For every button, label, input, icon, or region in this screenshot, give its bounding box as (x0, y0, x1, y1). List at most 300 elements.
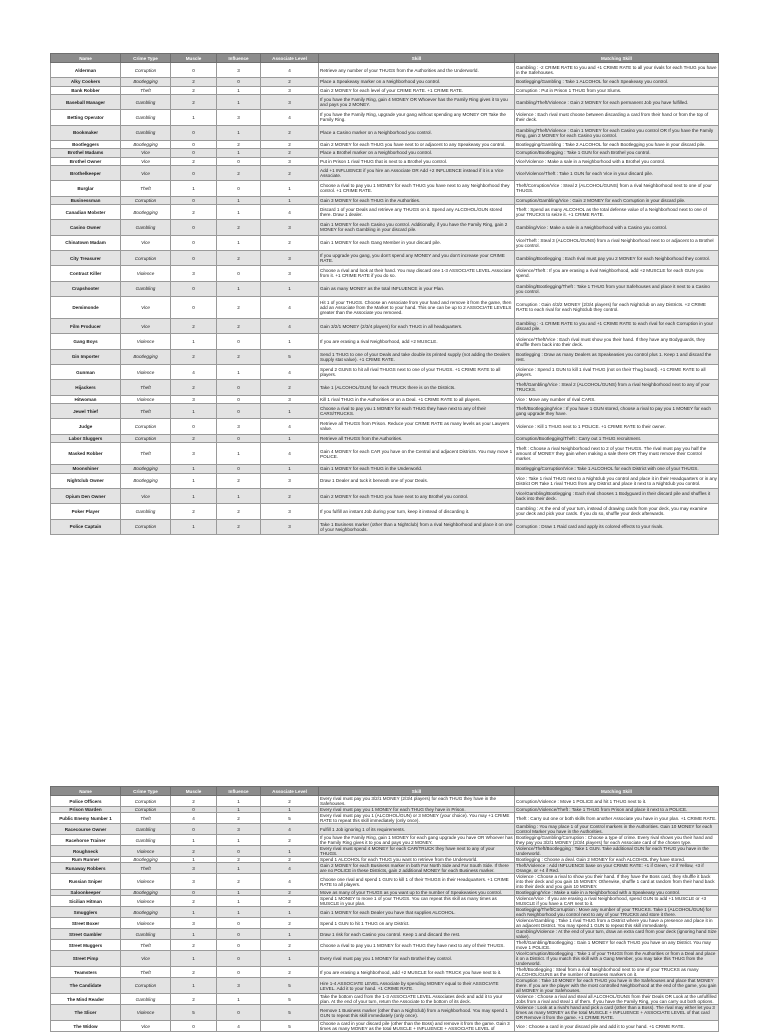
table-row (51, 994, 719, 1005)
name-cell: Judge (51, 419, 121, 434)
influence-cell: 0 (217, 918, 261, 929)
matching-skill-cell: Corruption/Bootlegging/Theft : Carry out 1 THUG recruitment. (515, 434, 719, 442)
skill-cell: If you have the Family Ring, gain 4 MONEY OR Whoever has the Family Ring gives it to you and pays you 2 MONEY. (319, 95, 515, 110)
table-row (51, 86, 719, 94)
name-cell: Racecourse Owner (51, 824, 121, 835)
header-row (51, 787, 719, 796)
name-cell: Jewel Thief (51, 403, 121, 418)
influence-cell: 0 (217, 380, 261, 395)
muscle-cell: 0 (171, 250, 217, 265)
matching-skill-cell: Theft/Bootlegging/Vice : If you have 1 GUN stored, choose a rival to pay you 1 MONEY for each gang upgrade they have. (515, 403, 719, 418)
crime-type-cell: Vice (121, 296, 171, 318)
matching-skill-cell: Theft/Violence : Add INFLUENCE base on your CRIME RATE: +1 if Green, +2 if Yellow, +3 if Orange, or +4 if Red. (515, 863, 719, 874)
muscle-cell: 5 (171, 1005, 217, 1021)
muscle-cell: 0 (171, 125, 217, 140)
associate-level-cell: 4 (261, 442, 319, 464)
table-row (51, 281, 719, 296)
name-cell: Film Producer (51, 319, 121, 334)
column-header-crime-type: Crime Type (121, 54, 171, 63)
name-cell: Prison Warden (51, 807, 121, 813)
crime-type-cell: Theft (121, 967, 171, 978)
matching-skill-cell: Violence/Theft : If you are erasing a rival Neighborhood, add +2 MUSCLE for each GUN you spend. (515, 266, 719, 281)
matching-skill-cell: Corruption : Take 10 MONEY for each THUG you have in the Safehouses and place that MONEY there. If you are the player with the most controlled Neighborhood at the end of the game, you gain all MONEY in your Safehouses. (515, 978, 719, 994)
table-body (51, 63, 719, 535)
name-cell: Russian Sniper (51, 874, 121, 890)
table-row (51, 365, 719, 380)
table-row (51, 434, 719, 442)
associate-level-cell: 1 (261, 465, 319, 473)
table-row (51, 978, 719, 994)
associate-level-cell: 4 (261, 863, 319, 874)
skill-cell: Retrieve any number of your THUGS from the Authorities and the Underworld. (319, 63, 515, 78)
muscle-cell: 2 (171, 434, 217, 442)
skill-cell: Put in Prison 1 rival THUG that is next to a Brothel you control. (319, 157, 515, 165)
crime-type-cell: Theft (121, 86, 171, 94)
associate-level-cell: 2 (261, 890, 319, 896)
muscle-cell: 2 (171, 380, 217, 395)
skill-cell: Gain 3/2/1 MONEY (2/3/4 players) for each THUG in all headquarters. (319, 319, 515, 334)
name-cell: Gang Boys (51, 334, 121, 349)
matching-skill-cell: Vice : Choose a card in your discard pile and add it to your hand. +1 CRIME RATE. (515, 1021, 719, 1032)
influence-cell: 1 (217, 442, 261, 464)
name-cell: Opium Den Owner (51, 488, 121, 503)
matching-skill-cell: Gambling/Theft/Violence : Gain 1 MONEY for each Casino you control OR If you have the Family Ring, gain 2 MONEY for each Casino you control. (515, 125, 719, 140)
crime-type-cell: Gambling (121, 125, 171, 140)
influence-cell: 1 (217, 204, 261, 219)
associate-level-cell: 2 (261, 918, 319, 929)
associate-level-cell: 1 (261, 907, 319, 918)
crime-type-cell: Violence (121, 266, 171, 281)
matching-skill-cell: Corruption : Put in Prison 1 THUG from your Slums. (515, 86, 719, 94)
matching-skill-cell: Vice : Move any number of rival CARS. (515, 395, 719, 403)
name-cell: Police Captain (51, 519, 121, 535)
table-row (51, 863, 719, 874)
name-cell: Brothel Owner (51, 157, 121, 165)
influence-cell: 1 (217, 196, 261, 204)
associate-level-cell: 3 (261, 473, 319, 488)
associate-level-cell: 3 (261, 504, 319, 519)
table-row (51, 807, 719, 813)
table-row (51, 140, 719, 148)
matching-skill-cell: Theft/Gambling/Vice : Steal 2 (ALCOHOL/GUNS) from a rival Neighborhood next to any of your TRUCKS. (515, 380, 719, 395)
table-row (51, 110, 719, 125)
table-row (51, 967, 719, 978)
skill-cell: Draw 1 Dealer and tuck it beneath one of your Deals. (319, 473, 515, 488)
influence-cell: 1 (217, 807, 261, 813)
table-body (51, 796, 719, 1032)
skill-cell: Gain 2 MONEY for each THUG you have next to or adjacent to any Speakeasy you control. (319, 140, 515, 148)
table-row (51, 125, 719, 140)
table-row (51, 465, 719, 473)
matching-skill-cell: Vice/Violence : Make a sale in a Neighborhood with a Brothel you control. (515, 157, 719, 165)
table-row (51, 235, 719, 250)
name-cell: Brothelkeeper (51, 165, 121, 180)
associates-table-top (50, 53, 719, 535)
associate-level-cell: 2 (261, 165, 319, 180)
associate-level-cell: 4 (261, 419, 319, 434)
skill-cell: Take the bottom card from the 1-3 ASSOCIATE LEVEL Associates deck and add it to your plan. At the end of your turn, return the Associate to the bottom of its deck. (319, 994, 515, 1005)
associate-level-cell: 4 (261, 824, 319, 835)
muscle-cell: 1 (171, 519, 217, 535)
matching-skill-cell: Corruption/Bootlegging : Take 1 GUN for each Brothel you control. (515, 149, 719, 157)
skill-cell: Gain 1 MONEY for each Dealer you have that supplies ALCOHOL. (319, 907, 515, 918)
associate-level-cell: 1 (261, 807, 319, 813)
associate-level-cell: 2 (261, 940, 319, 951)
skill-cell: Every rival must pay you 3/2/1 MONEY (2/3/4 players) for each THUG they have in the Safehouses. (319, 796, 515, 807)
table-row (51, 196, 719, 204)
matching-skill-cell: Gambling : At the end of your turn, instead of drawing cards from your deck, you may examine your deck and pick your cards. If you do so, shuffle your deck afterwards. (515, 504, 719, 519)
skill-cell: Retrieve all THUGS from Prison. Reduce your CRIME RATE as many levels as your Lawyers value. (319, 419, 515, 434)
table-row (51, 1005, 719, 1021)
matching-skill-cell: Violence/Theft/Vice : Each rival must show you their hand. If they have any Bodyguards, they shuffle them back into their deck. (515, 334, 719, 349)
matching-skill-cell: Bootlegging/Gambling/Corruption : Choose a type of crime. Every rival shows you their hand and they pay you 3/2/1 MONEY (2/3/4 players) for each Associate card of the chosen type. (515, 835, 719, 846)
muscle-cell: 1 (171, 181, 217, 196)
name-cell: Sicilian Hitman (51, 896, 121, 907)
associate-level-cell: 3 (261, 250, 319, 265)
crime-type-cell: Vice (121, 319, 171, 334)
muscle-cell: 3 (171, 442, 217, 464)
skill-cell: Gain 1 MONEY for each Gang Member in your discard pile. (319, 235, 515, 250)
matching-skill-cell: Bootlegging/Vice : Make a sale in a Neighborhood with a Speakeasy you control. (515, 890, 719, 896)
associate-level-cell: 5 (261, 1021, 319, 1032)
table-row (51, 220, 719, 235)
name-cell: Casino Owner (51, 220, 121, 235)
matching-skill-cell: Violence : Choose a rival and steal all ALCOHOL/GUNS from their Deals OR Look at the unfulfilled Jobs from a rival and steal 1 of them. If you have the Family Ring, you can carry out both options. (516, 994, 717, 1004)
associate-level-cell: 3 (261, 220, 319, 235)
table-row (51, 504, 719, 519)
name-cell: Alderman (51, 63, 121, 78)
name-cell: Gin Importer (51, 349, 121, 364)
associate-level-cell: 5 (261, 994, 319, 1005)
table-row (51, 380, 719, 395)
crime-type-cell: Theft (121, 863, 171, 874)
muscle-cell: 0 (171, 419, 217, 434)
matching-skill-cell: Corruption : Draw 1 Raid card and apply its colored effects to your rivals. (515, 519, 719, 535)
associate-level-cell: 5 (261, 349, 319, 364)
muscle-cell: 2 (171, 78, 217, 86)
matching-skill-cell: Vice/Gambling/Bootlegging : Each rival chooses 1 Bodyguard in their discard pile and shuffles it back into their deck. (515, 488, 719, 503)
muscle-cell: 1 (171, 951, 217, 967)
skill-cell: Discard 1 of your Deals and retrieve any THUGS on it. Spend any ALCOHOL/GUN stored there. Draw 1 dealer. (319, 204, 515, 219)
table-row (51, 796, 719, 807)
matching-skill-cell: Violence : Choose a rival to show you their hand. If they have the Boss card, they shuffle it back into their deck and you gain 15 MONEY. Otherwise, shuffle 1 card at random from their hand back into their deck and you gain 10 MONEY. (515, 874, 719, 890)
matching-skill-cell: Bootlegging : Choose a deal. Gain 2 MONEY for each ALCOHOL they have stored. (515, 857, 719, 863)
table-row (51, 874, 719, 890)
name-cell: Hijackers (51, 380, 121, 395)
table-row (51, 835, 719, 846)
influence-cell: 1 (217, 835, 261, 846)
associate-level-cell: 1 (261, 951, 319, 967)
table-row (51, 419, 719, 434)
matching-skill-cell: Vice : Take 1 rival THUG next to a Nightclub you control and place it in their Headquarters or in any District OR Take 1 rival THUG from any District and place it next to a Nightclub you control. (515, 473, 719, 488)
matching-skill-cell: Gambling/Violence : At the end of your turn, draw an extra card from your deck (ignoring hand Size value). (516, 929, 717, 939)
crime-type-cell: Bootlegging (121, 204, 171, 219)
influence-cell: 2 (217, 220, 261, 235)
matching-skill-cell: Bootlegging/Theft/Corruption : Move any number of your TRUCKS. Take 1 (ALCOHOL/GUN) for each Neighborhood you control next to any of your TRUCKS and store it there. (515, 907, 719, 918)
associate-level-cell: 1 (261, 196, 319, 204)
column-header-muscle: Muscle (171, 787, 217, 796)
table-row (51, 890, 719, 896)
influence-cell: 3 (217, 63, 261, 78)
muscle-cell: 1 (171, 473, 217, 488)
associate-level-cell: 4 (261, 319, 319, 334)
influence-cell: 0 (217, 403, 261, 418)
muscle-cell: 0 (171, 807, 217, 813)
matching-skill-cell: Corruption/Violence/Theft : Take 1 THUG from Prison and place it next to a POLICE. (515, 807, 719, 813)
name-cell: Hitwoman (51, 395, 121, 403)
name-cell: Racehorse Trainer (51, 835, 121, 846)
name-cell: The Slicer (51, 1005, 121, 1021)
influence-cell: 1 (217, 488, 261, 503)
skill-cell: Place a Brothel marker on a Neighborhood you control. (319, 149, 515, 157)
matching-skill-cell: Gambling : You may place 1 of your Control markers in the Authorities. Gain 10 MONEY for each Control Marker you have in the Authorities. (515, 824, 719, 835)
column-header-crime-type: Crime Type (121, 787, 171, 796)
crime-type-cell: Vice (121, 951, 171, 967)
table-row (51, 813, 719, 824)
crime-type-cell: Theft (121, 813, 171, 824)
skill-cell: Gain 2 MONEY for each level of your CRIME RATE. +1 CRIME RATE. (319, 86, 515, 94)
crime-type-cell: Violence (121, 918, 171, 929)
name-cell: Street Gambler (51, 929, 121, 940)
influence-cell: 0 (217, 334, 261, 349)
matching-skill-cell: Gambling/Bootlegging/Theft : Take 1 THUG from your Safehouses and place it next to a Casino you control. (515, 281, 719, 296)
matching-skill-cell: Theft : Spend as many ALCOHOL as the total defense value of a Neighborhood next to one of your TRUCKS to seize it. +1 CRIME RATE. (515, 204, 719, 219)
influence-cell: 2 (217, 296, 261, 318)
name-cell: Labor Sluggers (51, 434, 121, 442)
associate-level-cell: 2 (261, 835, 319, 846)
skill-cell: Every rival must pay you 1 (ALCOHOL/GUN) or 3 MONEY (your choice). You may +1 CRIME RATE to repeat this skill immediately (only once). (319, 813, 515, 824)
name-cell: Saloonkeeper (51, 890, 121, 896)
column-header-associate-level: Associate Level (261, 787, 319, 796)
table-row (51, 157, 719, 165)
muscle-cell: 2 (171, 86, 217, 94)
influence-cell: 0 (217, 1005, 261, 1021)
skill-cell: Every rival must spend 4 MONEY for each CAR/TRUCK they have next to any of your THUGS. (319, 846, 515, 857)
table-row (51, 250, 719, 265)
skill-cell: If you have the Family Ring, upgrade your gang without spending any MONEY OR Take the Family Ring. (319, 110, 515, 125)
influence-cell: 1 (217, 125, 261, 140)
matching-skill-cell: Corruption/Gambling/Vice : Gain 2 MONEY for each Corruption in your discard pile. (515, 196, 719, 204)
associate-level-cell: 2 (261, 967, 319, 978)
muscle-cell: 0 (171, 196, 217, 204)
influence-cell: 0 (217, 395, 261, 403)
matching-skill-cell: Violence : Each rival must choose between discarding a card from their hand or from the top of their deck. (515, 110, 719, 125)
muscle-cell: 3 (171, 874, 217, 890)
column-header-skill: Skill (319, 54, 515, 63)
name-cell: Bookmaker (51, 125, 121, 140)
muscle-cell: 3 (171, 395, 217, 403)
associate-level-cell: 3 (261, 95, 319, 110)
skill-cell: Take 1 (ALCOHOL/GUN) for each TRUCK there is on the Districts. (319, 380, 515, 395)
matching-skill-cell: Violence/Theft/Bootlegging : Take 1 GUN. Take additional GUN for each THUG you have in the Underworld. (515, 846, 719, 857)
skill-cell: If you upgrade you gang, you don't spend any MONEY and you don't increase your CRIME RATE. (319, 250, 515, 265)
associate-level-cell: 2 (261, 796, 319, 807)
matching-skill-cell: Vice/Violence/Theft : Take 1 GUN for each Vice in your discard pile. (515, 165, 719, 180)
skill-cell: Add +1 INFLUENCE if you hire an Associate OR Add +2 INFLUENCE instead if it is a Vice Associate. (319, 165, 515, 180)
table-row (51, 296, 719, 318)
column-header-skill: Skill (319, 787, 515, 796)
crime-type-cell: Vice (121, 1021, 171, 1032)
name-cell: Demimonde (51, 296, 121, 318)
influence-cell: 0 (217, 157, 261, 165)
crime-type-cell: Theft (121, 940, 171, 951)
skill-cell: Choose a rival to pay you 1 MONEY for each THUG you have next to any Neighborhood they control. +1 CRIME RATE. (319, 181, 515, 196)
crime-type-cell: Gambling (121, 281, 171, 296)
crime-type-cell: Bootlegging (121, 78, 171, 86)
associate-level-cell: 4 (261, 365, 319, 380)
crime-type-cell: Violence (121, 334, 171, 349)
skill-cell: Spend 1 ALCOHOL for each THUG you want to retrieve from the Underworld. (319, 857, 515, 863)
name-cell: Rum Runner (51, 857, 121, 863)
crime-type-cell: Violence (121, 365, 171, 380)
influence-cell: 1 (217, 796, 261, 807)
muscle-cell: 3 (171, 918, 217, 929)
crime-type-cell: Corruption (121, 807, 171, 813)
associate-level-cell: 2 (261, 125, 319, 140)
skill-cell: Gain 2 MONEY for each THUG you have next to any Brothel you control. (319, 488, 515, 503)
influence-cell: 2 (217, 165, 261, 180)
associates-table-bottom (50, 786, 719, 1032)
column-header-influence: Influence (217, 787, 261, 796)
associate-level-cell: 2 (261, 857, 319, 863)
muscle-cell: 2 (171, 896, 217, 907)
influence-cell: 3 (217, 419, 261, 434)
influence-cell: 2 (217, 874, 261, 890)
name-cell: Street Boxer (51, 918, 121, 929)
influence-cell: 0 (217, 929, 261, 940)
associate-level-cell: 4 (261, 204, 319, 219)
matching-skill-cell: Violence : Look at a rival's hand and pick a card (other than a Boss). The rival may either let you 3 times as many MONEY as the total MUSCLE + INFLUENCE + ASSOCIATE LEVEL of that card OR Remove it from the game. +1 CRIME RATE. (515, 1005, 719, 1021)
skill-cell: Spend 2 GUNS to hit all rival THUGS next to one of your THUGS. +1 CRIME RATE to all players. (319, 365, 515, 380)
influence-cell: 0 (217, 465, 261, 473)
associate-level-cell: 3 (261, 86, 319, 94)
crime-type-cell: Corruption (121, 434, 171, 442)
table-row (51, 857, 719, 863)
influence-cell: 0 (217, 967, 261, 978)
table-row (51, 951, 719, 967)
influence-cell: 0 (217, 78, 261, 86)
name-cell: Roughneck (51, 846, 121, 857)
table-row (51, 442, 719, 464)
muscle-cell: 1 (171, 403, 217, 418)
name-cell: Runaway Robbers (51, 863, 121, 874)
name-cell: Burglar (51, 181, 121, 196)
name-cell: Street Pimp (51, 951, 121, 967)
associate-level-cell: 5 (261, 813, 319, 824)
associate-level-cell: 3 (261, 157, 319, 165)
matching-skill-cell: Theft : Carry out one or both skills from another Associate you have in your plan. +1 CRIME RATE. (515, 813, 719, 824)
name-cell: Baseball Manager (51, 95, 121, 110)
crime-type-cell: Corruption (121, 796, 171, 807)
crime-type-cell: Corruption (121, 419, 171, 434)
skill-cell: If you are erasing a rival Neighborhood, add +2 MUSCLE. (319, 334, 515, 349)
crime-type-cell: Violence (121, 395, 171, 403)
name-cell: Brothel Madams (51, 149, 121, 157)
associate-level-cell: 1 (261, 434, 319, 442)
table-row (51, 918, 719, 929)
name-cell: Moonshiner (51, 465, 121, 473)
skill-cell: Choose a rival to pay you 1 MONEY for each THUG they have next to any of their THUGS. (319, 940, 515, 951)
name-cell: Street Muggers (51, 940, 121, 951)
table-row (51, 204, 719, 219)
name-cell: Gunman (51, 365, 121, 380)
skill-cell: Draw 1 risk for each Casino you control. Keep 1 and discard the rest. (319, 929, 515, 940)
influence-cell: 2 (217, 504, 261, 519)
skill-cell: Hit 1 of your THUGS. Choose an Associate from your hand and remove it from the game, then add an Associate from the Market to your hand. This one can be up to 2 ASSOCIATE LEVELS greater than the Associate you removed. (319, 296, 515, 318)
muscle-cell: 0 (171, 296, 217, 318)
muscle-cell: 3 (171, 863, 217, 874)
muscle-cell: 0 (171, 140, 217, 148)
muscle-cell: 2 (171, 940, 217, 951)
influence-cell: 2 (217, 813, 261, 824)
skill-cell: Kill 1 rival THUG in the Authorities or on a Deal. +1 CRIME RATE to all players. (319, 395, 515, 403)
muscle-cell: 1 (171, 978, 217, 994)
muscle-cell: 0 (171, 890, 217, 896)
matching-skill-cell: Gambling : -1 CRIME RATE to you and +1 CRIME RATE to each rival for each Corruption in your discard pile. (515, 319, 719, 334)
matching-skill-cell: Theft/Bootlegging : Steal from a rival Neighborhood next to one of your TRUCKS as many ALCOHOL/GUNS as the number of Business markers on it. (515, 967, 719, 978)
crime-type-cell: Corruption (121, 519, 171, 535)
matching-skill-cell: Gambling/Theft/Violence : Gain 2 MONEY for each permanent Job you have fulfilled. (515, 95, 719, 110)
muscle-cell: 4 (171, 813, 217, 824)
influence-cell: 1 (217, 281, 261, 296)
skill-cell: Choose a rival and look at their hand. You may discard one 1-3 ASSOCIATE LEVEL Associate from it. +1 CRIME RATE if you do so. (319, 266, 515, 281)
name-cell: Businessman (51, 196, 121, 204)
influence-cell: 3 (217, 110, 261, 125)
skill-cell: If you have the Family Ring, gain 1 MONEY for each gang upgrade you have OR Whoever has the Family Ring gives it to you and pays you 2 MONEY. (320, 835, 513, 845)
crime-type-cell: Gambling (121, 95, 171, 110)
influence-cell: 1 (217, 149, 261, 157)
muscle-cell: 2 (171, 319, 217, 334)
influence-cell: 1 (217, 86, 261, 94)
table-row (51, 940, 719, 951)
matching-skill-cell: Theft/Corruption/Vice : Steal 2 (ALCOHOL/GUNS) from a rival Neighborhood next to one of your THUGS. (515, 181, 719, 196)
crime-type-cell: Theft (121, 181, 171, 196)
name-cell: Teamsters (51, 967, 121, 978)
name-cell: Poker Player (51, 504, 121, 519)
associate-level-cell: 2 (261, 140, 319, 148)
muscle-cell: 1 (171, 929, 217, 940)
skill-cell: Move as many of your THUGS as you want up to the number of Speakeasies you control. (319, 890, 515, 896)
associate-level-cell: 4 (261, 63, 319, 78)
skill-cell: Every rival must pay you 1 MONEY for each THUG they have in Prison. (319, 807, 515, 813)
crime-type-cell: Bootlegging (121, 890, 171, 896)
table-row (51, 95, 719, 110)
header-row (51, 54, 719, 63)
name-cell: City Treasurer (51, 250, 121, 265)
influence-cell: 0 (217, 951, 261, 967)
influence-cell: 1 (217, 896, 261, 907)
crime-type-cell: Bootlegging (121, 140, 171, 148)
crime-type-cell: Gambling (121, 994, 171, 1005)
matching-skill-cell: Vice/Theft : Steal 3 (ALCOHOL/GUNS) from a rival Neighborhood next to or adjacent to a Brothel you control. (515, 235, 719, 250)
name-cell: Bootleggers (51, 140, 121, 148)
associate-level-cell: 1 (261, 334, 319, 349)
associate-level-cell: 4 (261, 110, 319, 125)
muscle-cell: 2 (171, 504, 217, 519)
name-cell: The Candidate (51, 978, 121, 994)
influence-cell: 1 (217, 863, 261, 874)
influence-cell: 1 (217, 365, 261, 380)
influence-cell: 3 (217, 824, 261, 835)
table-row (51, 181, 719, 196)
skill-cell: Gain 2 MONEY for each Business marker in both Far North Side and Far South Side. If there are no POLICE in these Districts, gain 2 additional MONEY for each Business marker. (319, 863, 515, 874)
muscle-cell: 3 (171, 266, 217, 281)
skill-cell: Take 1 Business marker (other than a Nightclub) from a rival Neighborhood and place it on one of your Neighborhoods. (319, 519, 515, 535)
crime-type-cell: Bootlegging (121, 907, 171, 918)
skill-cell: Gain 4 MONEY for each CAR you have on the Central and adjacent Districts. You may move 1 POLICE. (319, 442, 515, 464)
table-row (51, 846, 719, 857)
muscle-cell: 2 (171, 796, 217, 807)
